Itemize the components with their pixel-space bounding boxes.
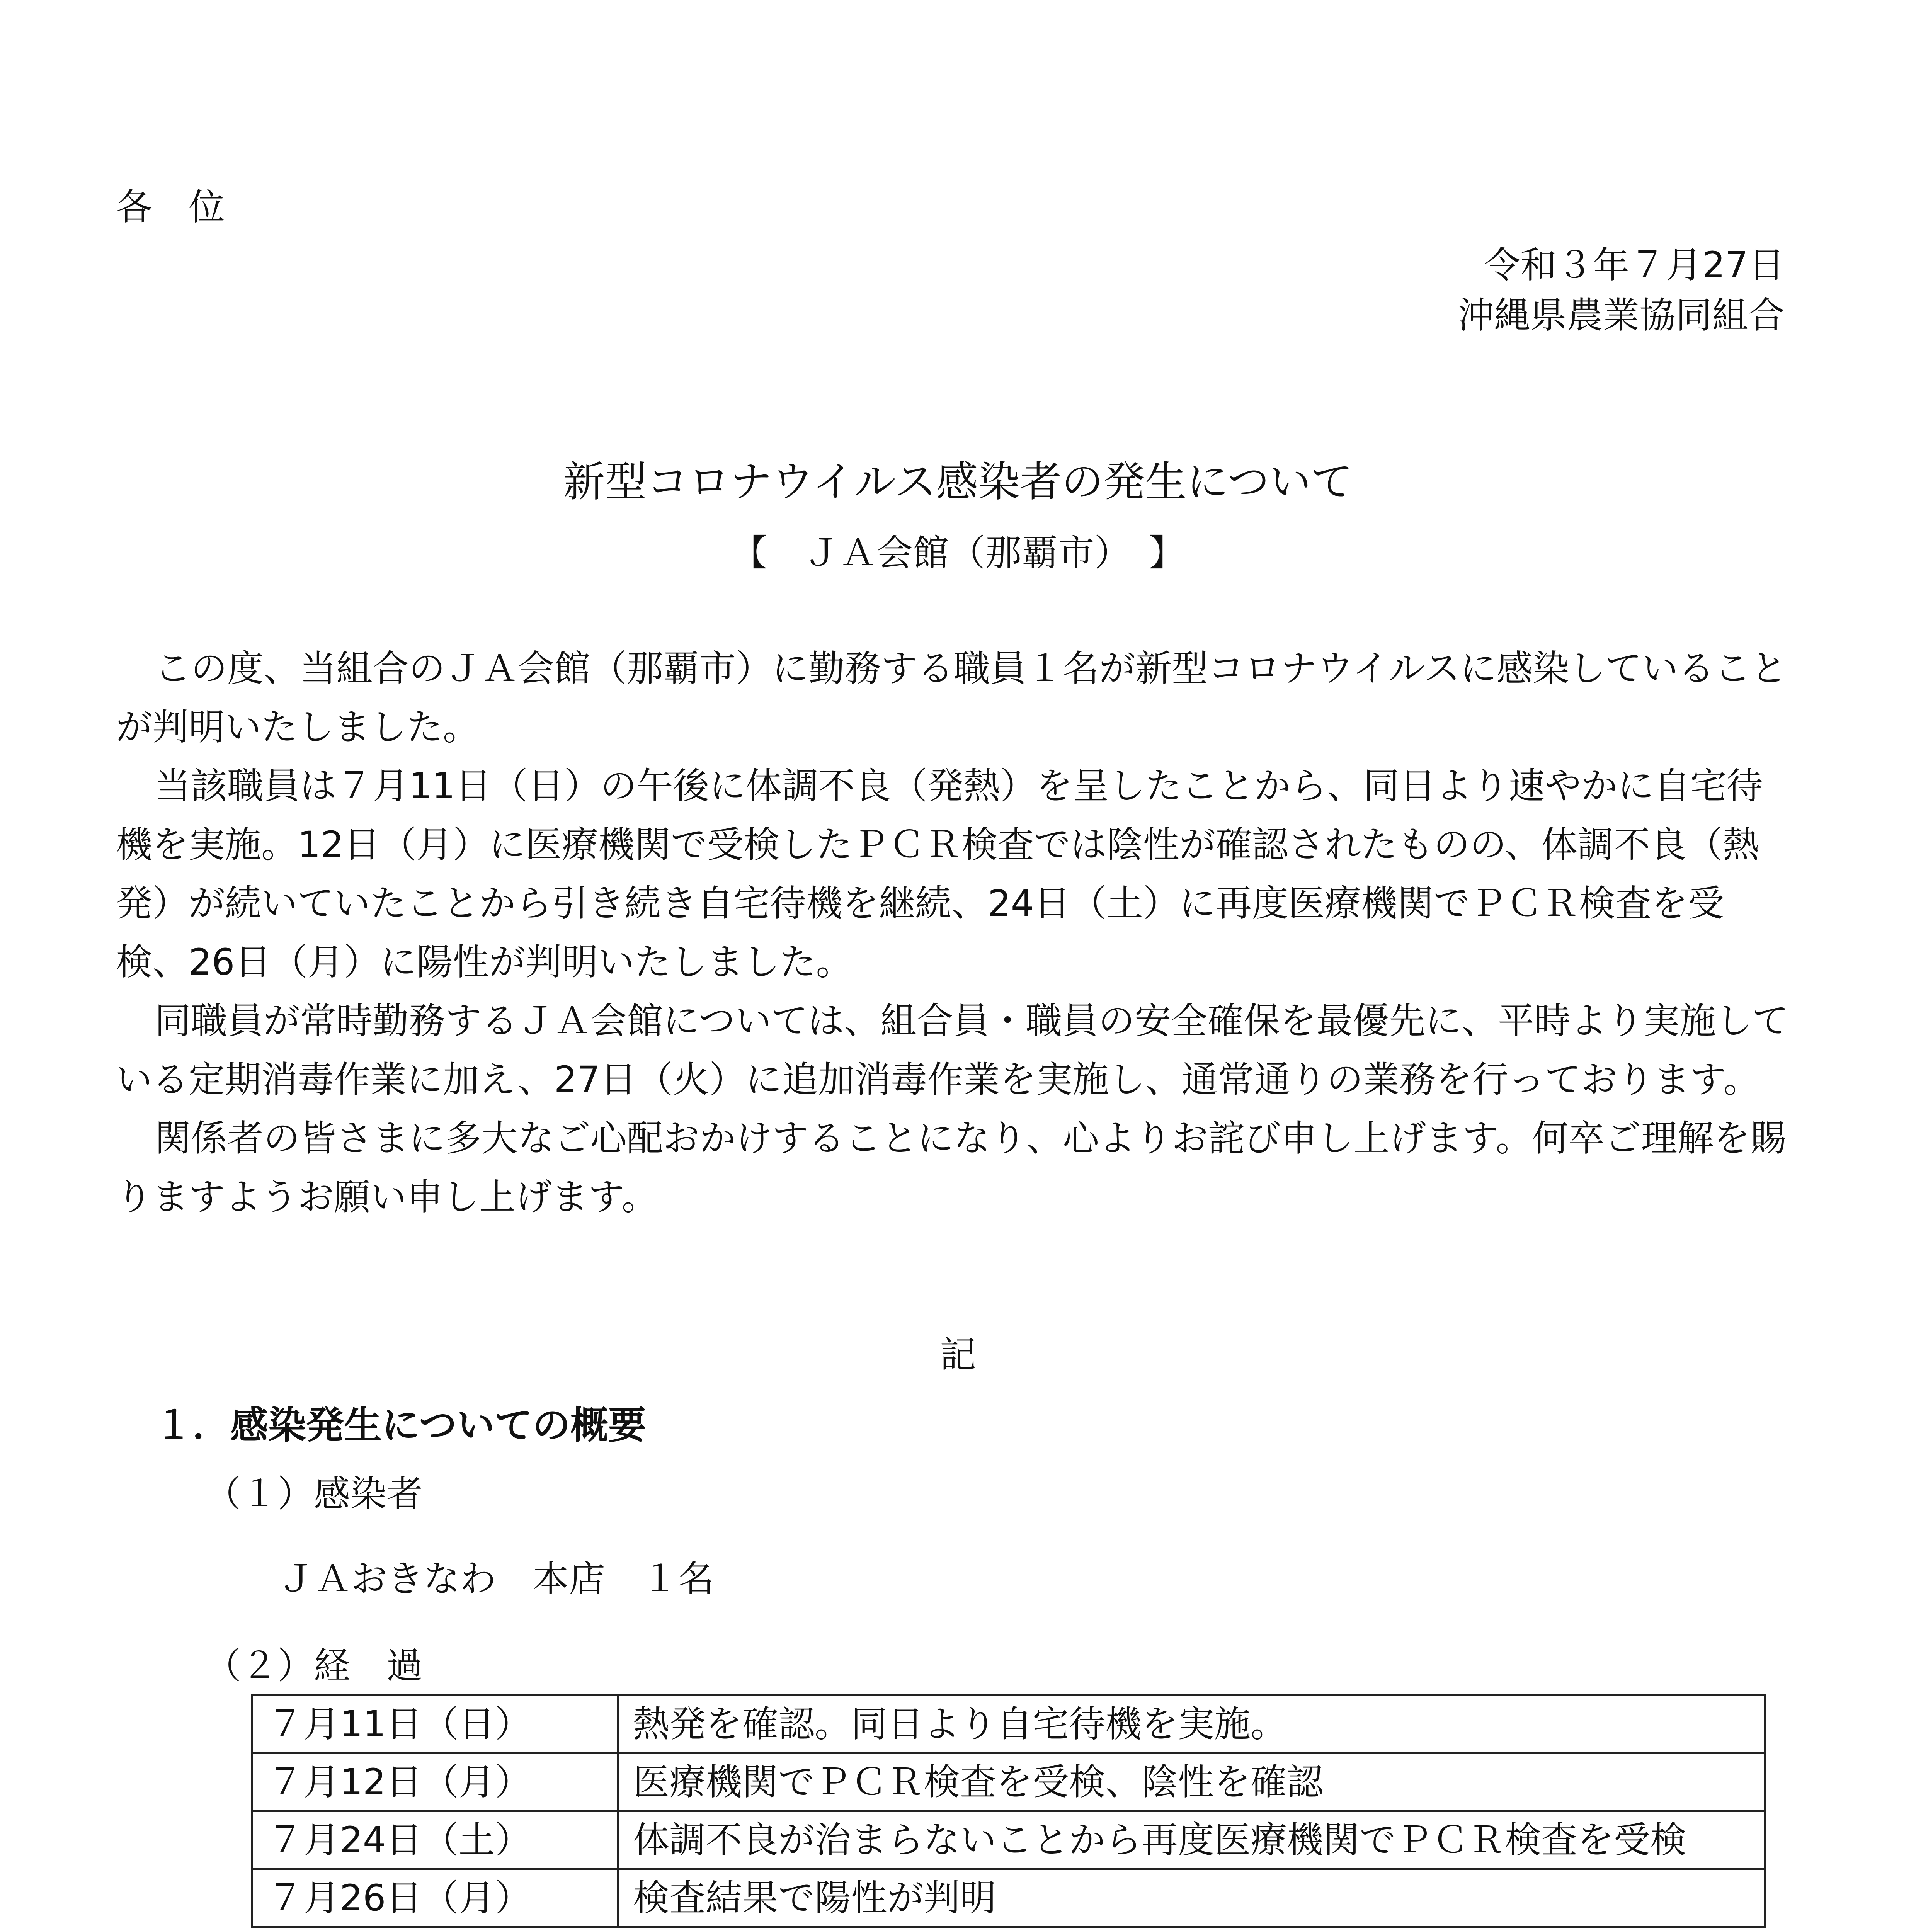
timeline-date: ７月11日（日） (252, 1696, 618, 1753)
table-row (252, 1753, 1765, 1811)
table-row (252, 1696, 1765, 1753)
table-row (252, 1869, 1765, 1927)
addressee: 各 位 (116, 186, 225, 228)
body-text (116, 639, 1793, 1227)
table-row (252, 1811, 1765, 1869)
timeline-event: 医療機関でＰＣＲ検査を受検、陰性を確認 (618, 1753, 1765, 1811)
organization-name: 沖縄県農業協同組合 (1457, 294, 1785, 337)
ki-marker: 記 (939, 1334, 976, 1376)
issue-date: 令和３年７月27日 (1484, 244, 1785, 286)
timeline-date: ７月26日（月） (252, 1869, 618, 1927)
section-1-heading: １．感染発生についての概要 (155, 1403, 647, 1447)
infected-detail: ＪＡおきなわ 本店 １名 (278, 1558, 715, 1600)
body-paragraph-2: 当該職員は７月11日（日）の午後に体調不良（発熱）を呈したことから、同日より速やかに自宅待機を実施。12日（月）に医療機関で受検したＰＣＲ検査では陰性が確認されたものの、体調不良（熱発）が続いていたことから引き続き自宅待機を継続、24日（土）に再度医療機関でＰＣＲ検査を受検、26日（月）に陽性が判明いたしました。 (116, 765, 1763, 983)
timeline-date: ７月12日（月） (252, 1753, 618, 1811)
body-paragraph-1: この度、当組合のＪＡ会館（那覇市）に勤務する職員１名が新型コロナウイルスに感染していることが判明いたしました。 (116, 648, 1787, 748)
timeline-event: 体調不良が治まらないことから再度医療機関でＰＣＲ検査を受検 (618, 1811, 1765, 1869)
document-title: 新型コロナウイルス感染者の発生について (563, 458, 1353, 506)
document-subtitle: 【 ＪＡ会館（那覇市） 】 (731, 532, 1185, 574)
timeline-event: 熱発を確認。同日より自宅待機を実施。 (618, 1696, 1765, 1753)
body-paragraph-4: 関係者の皆さまに多大なご心配おかけすることになり、心よりお詫び申し上げます。何卒ご理解を賜りますようお願い申し上げます。 (116, 1117, 1787, 1218)
body-paragraph-3: 同職員が常時勤務するＪＡ会館については、組合員・職員の安全確保を最優先に、平時より実施している定期消毒作業に加え、27日（火）に追加消毒作業を実施し、通常通りの業務を行っております。 (116, 1000, 1789, 1101)
infected-heading: （１）感染者 (205, 1473, 423, 1515)
timeline-table (251, 1694, 1766, 1928)
timeline-heading: （２）経 過 (205, 1645, 423, 1687)
timeline-date: ７月24日（土） (252, 1811, 618, 1869)
timeline-event: 検査結果で陽性が判明 (618, 1869, 1765, 1927)
